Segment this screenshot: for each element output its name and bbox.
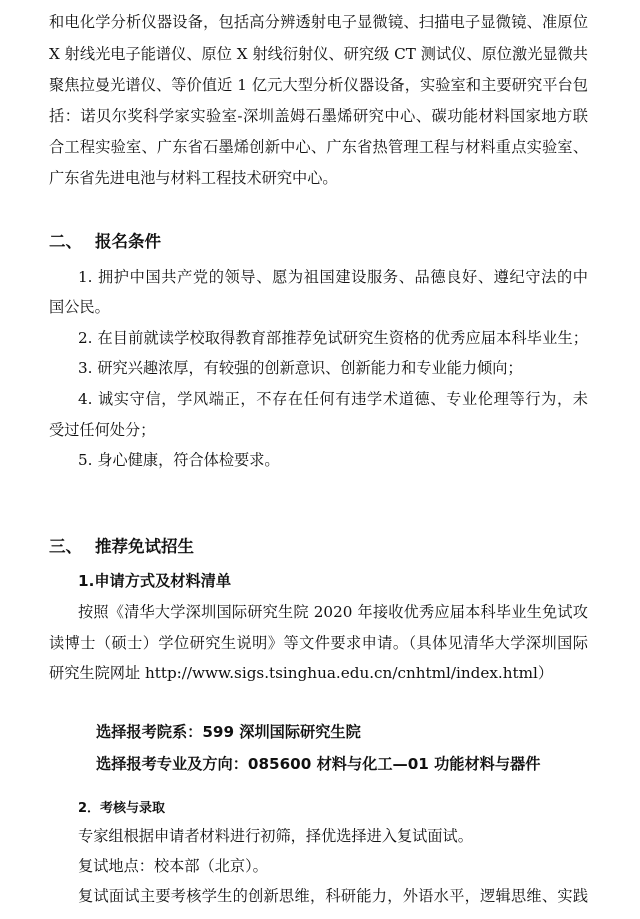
intro-line-4: 括：诺贝尔奖科学家实验室-深圳盖姆石墨烯研究中心、碳功能材料国家地方联 [49, 107, 588, 125]
application-para-line-2: 读博士（硕士）学位研究生说明》等文件要求申请。（具体见清华大学深圳国际 [49, 634, 588, 652]
review-line-1: 专家组根据申请者材料进行初筛，择优选择进入复试面试。 [78, 827, 473, 845]
section-2-title: 报名条件 [95, 232, 161, 251]
review-line-3: 复试面试主要考核学生的创新思维，科研能力，外语水平，逻辑思维、实践 [78, 887, 588, 905]
section-3-heading [49, 536, 194, 558]
intro-line-2: X 射线光电子能谱仪、原位 X 射线衍射仪、研究级 CT 测试仪、原位激光显微共 [49, 45, 588, 63]
condition-4-line-1: 4. 诚实守信，学风端正，不存在任何有违学术道德、专业伦理等行为，未 [78, 390, 588, 408]
intro-line-3: 聚焦拉曼光谱仪、等价值近 1 亿元大型分析仪器设备，实验室和主要研究平台包 [49, 76, 588, 94]
intro-line-5: 合工程实验室、广东省石墨烯创新中心、广东省热管理工程与材料重点实验室、 [49, 138, 588, 156]
application-para-line-1: 按照《清华大学深圳国际研究生院 2020 年接收优秀应届本科毕业生免试攻 [78, 603, 588, 621]
application-para-line-3: 研究生院网址 http://www.sigs.tsinghua.edu.cn/cnhtml/index.html） [49, 664, 554, 682]
intro-line-6: 广东省先进电池与材料工程技术研究中心。 [49, 169, 338, 187]
review-line-2: 复试地点：校本部（北京）。 [78, 857, 268, 875]
subsection-2-title: 2．考核与录取 [78, 801, 166, 816]
section-2-number: 二、 [49, 232, 82, 251]
condition-3: 3. 研究兴趣浓厚，有较强的创新意识、创新能力和专业能力倾向； [78, 359, 523, 377]
selected-major: 选择报考专业及方向：085600 材料与化工—01 功能材料与器件 [96, 755, 541, 773]
condition-4-line-2: 受过任何处分； [49, 421, 156, 439]
selected-department: 选择报考院系：599 深圳国际研究生院 [96, 723, 361, 741]
subsection-1-title: 1.申请方式及材料清单 [78, 572, 232, 590]
section-3-title: 推荐免试招生 [95, 537, 194, 556]
condition-2: 2. 在目前就读学校取得教育部推荐免试研究生资格的优秀应届本科毕业生； [78, 329, 588, 347]
condition-1-line-1: 1. 拥护中国共产党的领导、愿为祖国建设服务、品德良好、遵纪守法的中 [78, 268, 588, 286]
condition-1-line-2: 国公民。 [49, 298, 110, 316]
intro-line-1: 和电化学分析仪器设备，包括高分辨透射电子显微镜、扫描电子显微镜、准原位 [49, 13, 588, 31]
condition-5: 5. 身心健康，符合体检要求。 [78, 451, 280, 469]
section-3-number: 三、 [49, 537, 82, 556]
section-2-heading [49, 231, 161, 253]
